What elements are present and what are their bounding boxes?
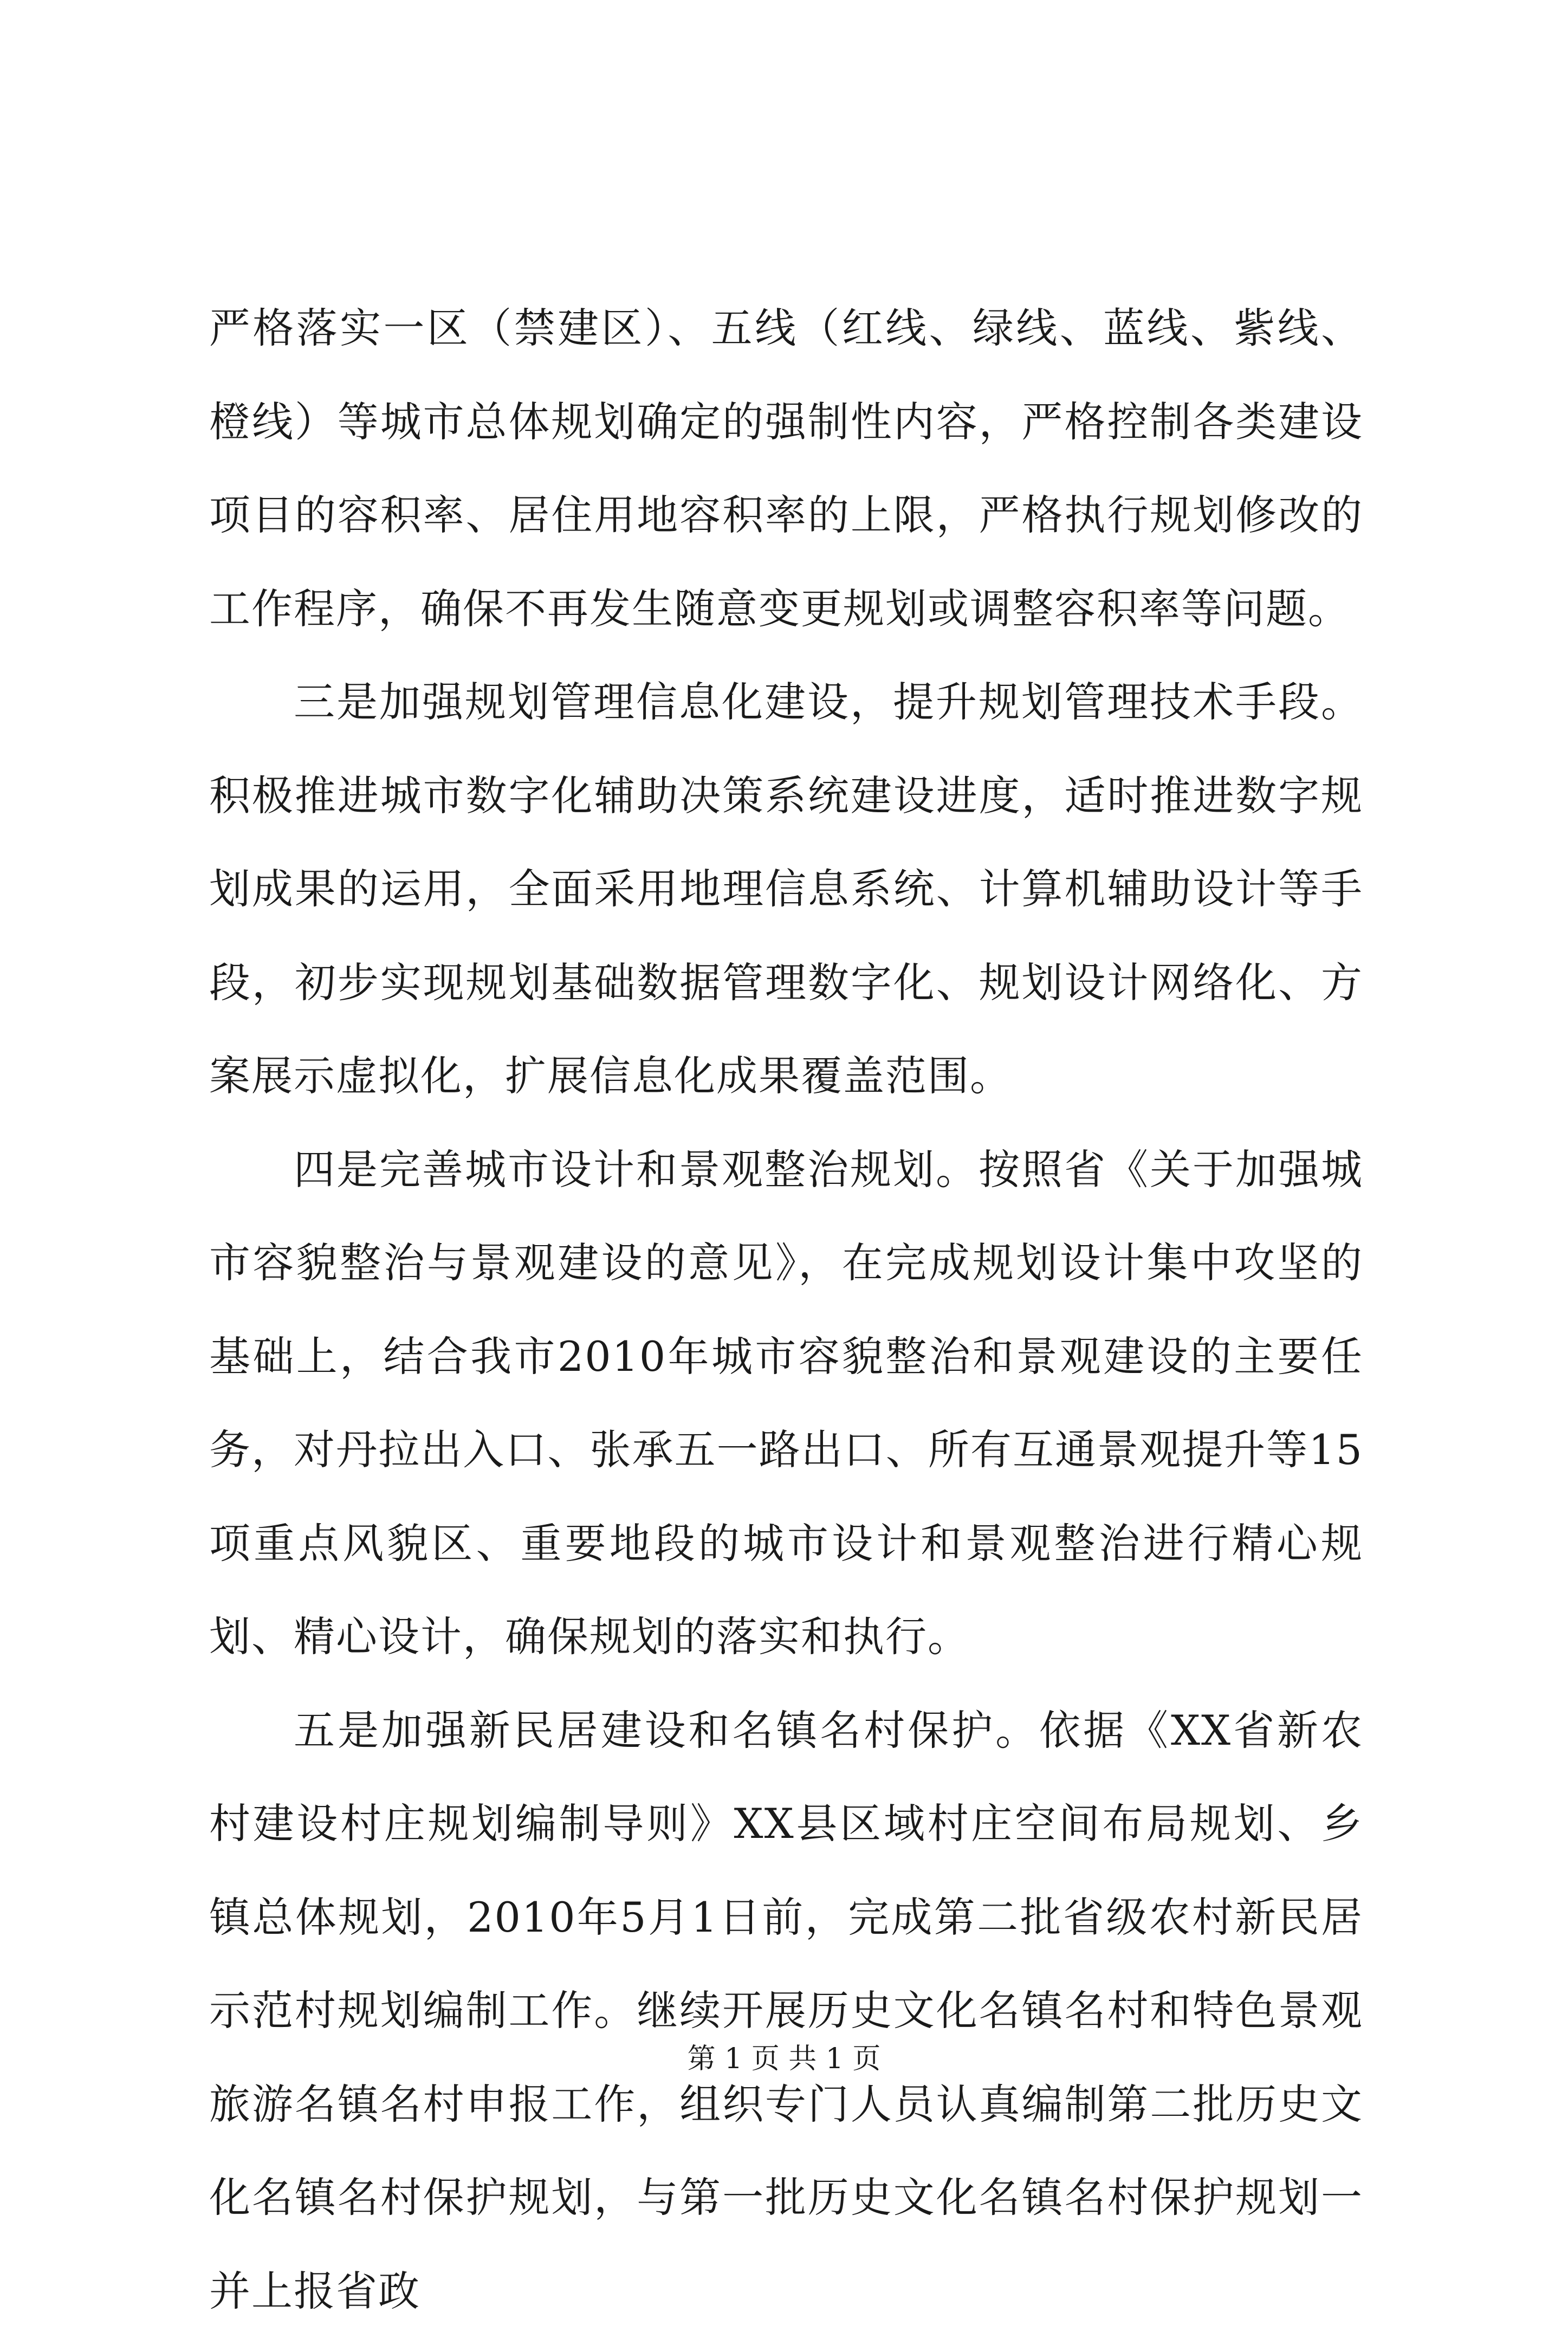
paragraph-point-five: 五是加强新民居建设和名镇名村保护。依据《XX省新农村建设村庄规划编制导则》XX县区域村庄空间布局规划、乡镇总体规划，2010年5月1日前，完成第二批省级农村新民居示范村规划编制工作。继续开展历史文化名镇名村和特色景观旅游名镇名村申报工作，组织专门人员认真编制第二批历史文化名镇名村保护规划，与第一批历史文化名镇名村保护规划一并上报省政	[209, 1684, 1363, 2338]
paragraph-point-four: 四是完善城市设计和景观整治规划。按照省《关于加强城市容貌整治与景观建设的意见》，在完成规划设计集中攻坚的基础上，结合我市2010年城市容貌整治和景观建设的主要任务，对丹拉出入口、张承五一路出口、所有互通景观提升等15项重点风貌区、重要地段的城市设计和景观整治进行精心规划、精心设计，确保规划的落实和执行。	[209, 1123, 1363, 1684]
page-footer	[0, 2037, 1568, 2081]
paragraph-continuation: 严格落实一区（禁建区）、五线（红线、绿线、蓝线、紫线、橙线）等城市总体规划确定的强制性内容，严格控制各类建设项目的容积率、居住用地容积率的上限，严格执行规划修改的工作程序，确保不再发生随意变更规划或调整容积率等问题。	[209, 282, 1363, 656]
page-number-label: 第 1 页 共 1 页	[688, 2043, 881, 2075]
document-body	[209, 282, 1363, 2338]
paragraph-point-three: 三是加强规划管理信息化建设，提升规划管理技术手段。积极推进城市数字化辅助决策系统建设进度，适时推进数字规划成果的运用，全面采用地理信息系统、计算机辅助设计等手段，初步实现规划基础数据管理数字化、规划设计网络化、方案展示虚拟化，扩展信息化成果覆盖范围。	[209, 656, 1363, 1123]
